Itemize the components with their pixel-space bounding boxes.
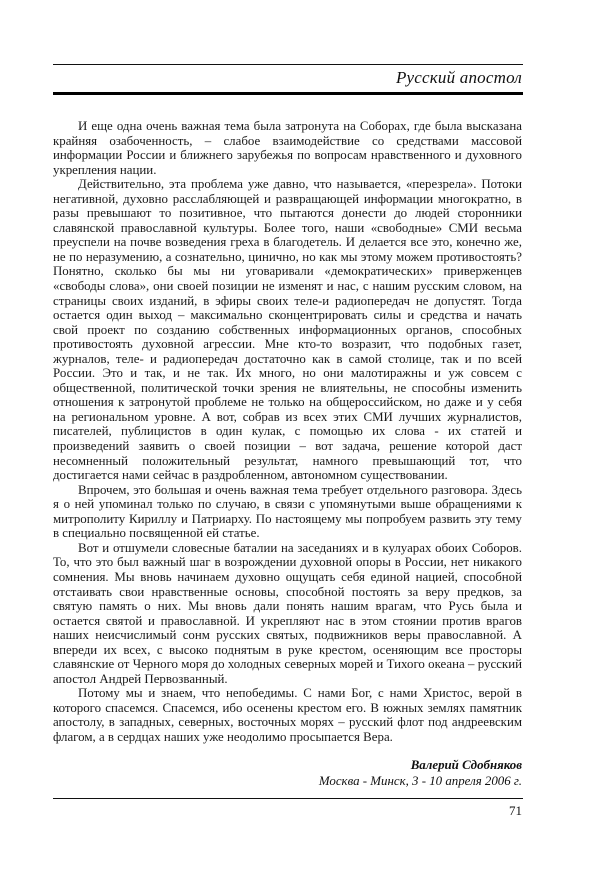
- page-number: 71: [509, 803, 522, 818]
- place-date: Москва - Минск, 3 - 10 апреля 2006 г.: [318, 774, 522, 788]
- author-name: Валерий Сдобняков: [410, 758, 522, 772]
- paragraph: Вот и отшумели словесные баталии на заседаниях и в кулуарах обоих Соборов. То, что это был важный шаг в возрождении духовной опоры в России, нет никакого сомнения. Мы вновь начинаем духовно ощущать себя единой нацией, способной отстаивать свои нравственные основы, способной постоять за веру предков, за святую память о них. Мы вновь дали понять нашим врагам, что Русь была и остается святой и православной. И укрепляют нас в этом стоянии против врагов наших неисчислимый сонм русских святых, подвижников веры православной. А впереди их всех, с высоко поднятым в руке крестом, осеняющим все просторы славянские от Черного моря до холодных северных морей и Тихого океана – русский апостол Андрей Первозванный.: [53, 540, 522, 686]
- running-title: Русский апостол: [395, 68, 522, 87]
- paragraph: Впрочем, это большая и очень важная тема требует отдельного разговора. Здесь я о ней упоминал только по случаю, в связи с упомянутыми выше обращениями к митрополиту Кириллу и Патриарху. По настоящему мы попробуем развить эту тему в специально посвященной ей статье.: [53, 482, 522, 541]
- paragraph: Потому мы и знаем, что непобедимы. С нами Бог, с нами Христос, верой в которого спасемся. Спасемся, ибо осенены крестом его. В южных землях памятник апостолу, в западных, северных, восточных морях – русский флот под андреевским флагом, а в сердцах наших уже неодолимо просыпается Вера.: [53, 686, 522, 744]
- footer-rule: [53, 798, 523, 799]
- header-rule-thin: [53, 64, 523, 65]
- paragraph: И еще одна очень важная тема была затронута на Соборах, где была высказана крайняя озабоченность, – слабое взаимодействие со средствами массовой информации России и ближнего зарубежья по вопросам нравственного и духовного укрепления нации.: [53, 119, 522, 177]
- article-body: [53, 119, 522, 745]
- signature-block: [319, 757, 522, 789]
- header-rule-thick: [53, 92, 523, 95]
- paragraph: Действительно, эта проблема уже давно, что называется, «перезрела». Потоки негативной, духовно расслабляющей и развращающей информации многократно, в разы превышают то позитивное, что пытаются донести до людей сторонники славянской православной культуры. Более того, наши «свободные» СМИ весьма преуспели на почве возведения греха в благодетель. И делается все это, конечно же, не по неразумению, а сознательно, цинично, но как мы этому можем противостоять? Понятно, сколько бы мы ни уговаривали «демократических» приверженцев «свободы слова», они своей позиции не изменят и нас, с нашим русским словом, на страницы своих изданий, в эфиры своих теле-и радиопередач не допустят. Тогда остается один выход – максимально сконцентрировать силы и средства и начать свой проект по созданию собственных информационных органов, способных противостоять духовной агрессии. Мне кто-то возразит, что подобных газет, журналов, теле- и радиопередач достаточно как в самой столице, так и по всей России. Это и так, и не так. Их много, но они малотиражны и уж совсем с общественной, политической точки зрения не влиятельны, не способны изменить отношения к затронутой проблеме не только на общероссийском, но даже и у себя на региональном уровне. А вот, собрав из всех этих СМИ лучших журналистов, писателей, публицистов в один кулак, с помощью их слова - их статей и произведений заявить о своей позиции – вот задача, решение которой даст несомненный положительный результат, намного превышающий тот, что достигается нами сейчас в раздробленном, автономном существовании.: [53, 177, 522, 483]
